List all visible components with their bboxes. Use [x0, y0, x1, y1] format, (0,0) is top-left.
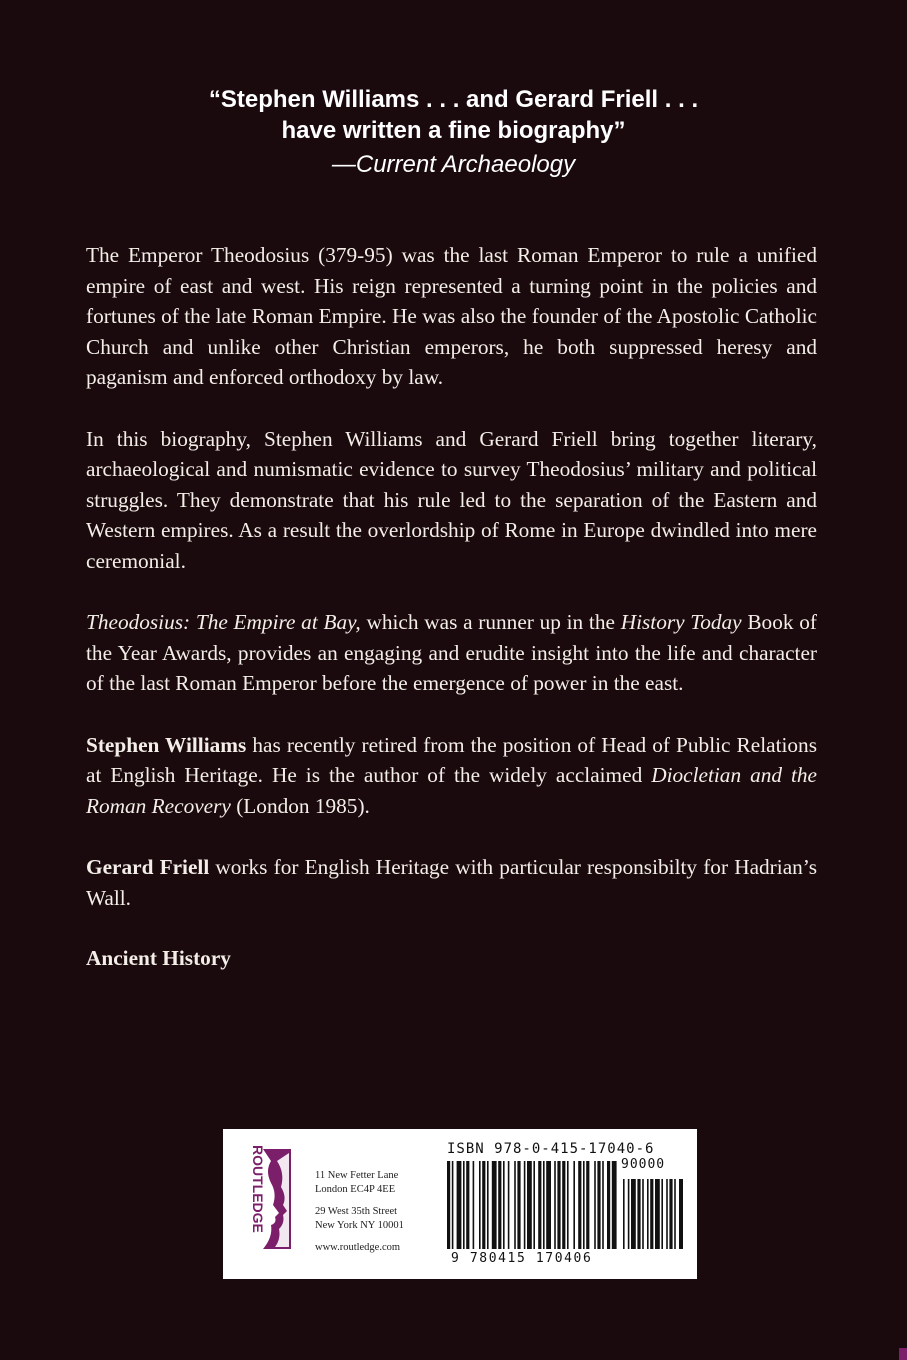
barcode-panel: [223, 1129, 697, 1279]
magazine-title: History Today: [620, 610, 742, 634]
author-bio-williams: Stephen Williams has recently retired from the position of Head of Public Relations at English Heritage. He is the author of the widely acclaimed Diocletian and the Roman Recovery (London 1985).: [86, 732, 817, 818]
addon-bar: [666, 1179, 668, 1249]
barcode-bar: [487, 1161, 489, 1249]
barcode-bar: [533, 1161, 535, 1249]
barcode-bar: [583, 1161, 585, 1249]
paragraph-summary: The Emperor Theodosius (379-95) was the last Roman Emperor to rule a unified empire of east and west. His reign represented a turning point in the policies and fortunes of the late Roman Empire. He was also the founder of the Apostolic Catholic Church and unlike other Christian emperors, he both suppressed heresy and paganism and enforced orthodoxy by law.: [86, 243, 817, 389]
barcode-bar: [479, 1161, 481, 1249]
barcode-bar: [562, 1161, 565, 1249]
barcode-bar: [602, 1161, 604, 1249]
barcode-bar: [463, 1161, 465, 1249]
barcode-bar: [612, 1161, 617, 1249]
barcode-bar: [514, 1161, 516, 1249]
addon-bar: [655, 1179, 660, 1249]
addon-bar: [637, 1179, 640, 1249]
barcode-bar: [473, 1161, 475, 1249]
blurb: [86, 240, 817, 974]
addon-bar: [623, 1179, 625, 1249]
barcode-addon-code: 90000: [621, 1157, 666, 1172]
barcode-bar: [447, 1161, 450, 1249]
barcode-bar: [543, 1161, 545, 1249]
barcode-bar: [597, 1161, 600, 1249]
author-name: Gerard Friell: [86, 855, 210, 879]
addon-bar: [669, 1179, 672, 1249]
addon-bar: [661, 1179, 663, 1249]
addon-bar: [642, 1179, 644, 1249]
barcode-bar: [586, 1161, 589, 1249]
author-name: Stephen Williams: [86, 732, 247, 757]
isbn-label: ISBN 978-0-415-17040-6: [447, 1141, 655, 1157]
barcode-bar: [457, 1161, 462, 1249]
corner-mark: [899, 1348, 907, 1360]
quote-line-1: “Stephen Williams . . . and Gerard Friell . . .: [208, 86, 699, 113]
barcode-bar: [538, 1161, 541, 1249]
publisher-website: www.routledge.com: [315, 1242, 401, 1253]
subject-category: Ancient History: [86, 946, 231, 970]
quote-source: —Current Archaeology: [331, 151, 576, 178]
publisher-address: 11 New Fetter Lane London EC4P 4EE 29 West 35th Street New York NY 10001 www.routledge.com: [315, 1169, 445, 1255]
addon-bar: [628, 1179, 630, 1249]
barcode-bar: [554, 1161, 556, 1249]
barcode-bar: [482, 1161, 485, 1249]
routledge-logo: [233, 1139, 305, 1259]
quote-line-2: have written a fine biography”: [281, 117, 626, 144]
barcode-ean-digits: 9 780415 170406: [451, 1251, 593, 1266]
publisher-name: ROUTLEDGE: [250, 1145, 266, 1233]
addon-bar: [631, 1179, 636, 1249]
barcode-bar: [578, 1161, 581, 1249]
barcode-bar: [567, 1161, 569, 1249]
paragraph-biography: In this biography, Stephen Williams and Gerard Friell bring together literary, archaeological and numismatic evidence to survey Theodosius’ military and political struggles. They demonstrate that his rule led to the separation of the Eastern and Western empires. As a result the overlordship of Rome in Europe dwindled into mere ceremonial.: [86, 426, 817, 573]
barcode-bar: [498, 1161, 501, 1249]
barcode-bar: [607, 1161, 610, 1249]
addon-bar: [679, 1179, 683, 1249]
barcode: [447, 1161, 683, 1251]
barcode-bar: [517, 1161, 520, 1249]
barcode-bar: [492, 1161, 497, 1249]
barcode-bar: [573, 1161, 575, 1249]
other-book-title: Diocletian and the Roman Recovery: [86, 763, 817, 818]
addon-bar: [647, 1179, 649, 1249]
barcode-bar: [524, 1161, 526, 1249]
barcode-bar: [452, 1161, 454, 1249]
barcode-bar: [527, 1161, 532, 1249]
barcode-bar: [546, 1161, 551, 1249]
barcode-bar: [508, 1161, 510, 1249]
paragraph-award: Theodosius: The Empire at Bay, which was a runner up in the History Today Book of the Year Awards, provides an engaging and erudite insight into the life and character of the last Roman Emperor before the emergence of power in the east.: [86, 610, 817, 695]
addon-bar: [650, 1179, 653, 1249]
addon-bar: [674, 1179, 676, 1249]
review-quote: [0, 84, 907, 180]
barcode-bar: [503, 1161, 505, 1249]
book-title: Theodosius: The Empire at Bay,: [86, 610, 361, 634]
author-bio-friell: Gerard Friell works for English Heritage with particular responsibilty for Hadrian’s Wall.: [86, 855, 817, 910]
barcode-bar: [594, 1161, 596, 1249]
barcode-bar: [557, 1161, 560, 1249]
barcode-bar: [466, 1161, 469, 1249]
